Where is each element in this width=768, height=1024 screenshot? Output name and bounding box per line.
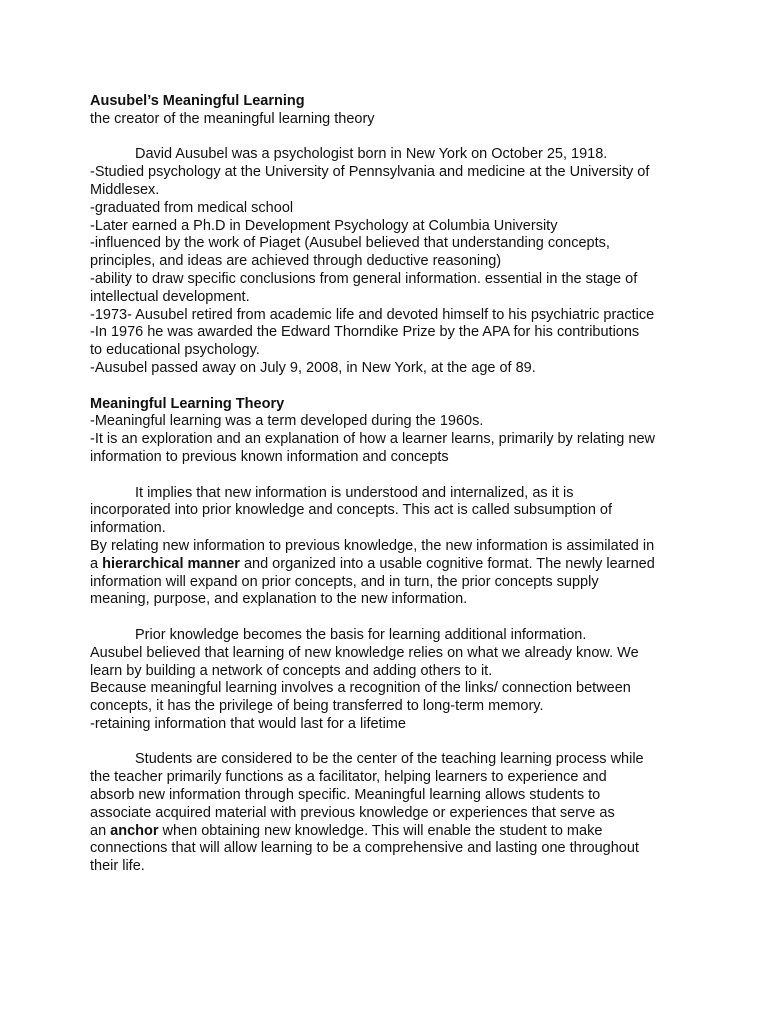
bio-line: -influenced by the work of Piaget (Ausubel believed that understanding concepts,: [90, 235, 610, 252]
text-run: an: [90, 822, 111, 839]
paragraph-line: absorb new information through specific. Meaningful learning allows students to: [90, 787, 601, 804]
paragraph-line: It implies that new information is understood and internalized, as it is: [135, 484, 574, 501]
paragraph-line: learn by building a network of concepts and adding others to it.: [90, 662, 493, 679]
bio-line: to educational psychology.: [90, 342, 260, 359]
paragraph-line: [90, 823, 690, 841]
spacer: [90, 129, 690, 147]
bio-line: intellectual development.: [90, 288, 250, 305]
paragraph-line: their life.: [90, 858, 145, 875]
bio-line: -graduated from medical school: [90, 199, 294, 216]
paragraph-line: [90, 556, 690, 574]
paragraph-line: information.: [90, 520, 166, 537]
bio-intro: David Ausubel was a psychologist born in New York on October 25, 1918.: [135, 146, 608, 163]
text-run: when obtaining new knowledge. This will enable the student to make: [158, 822, 603, 839]
biography-section: [90, 146, 690, 377]
spacer: [90, 734, 690, 752]
section-heading: Meaningful Learning Theory: [90, 395, 285, 412]
spacer: [90, 467, 690, 485]
text-run: a: [90, 555, 103, 572]
theory-line: -Meaningful learning was a term developed during the 1960s.: [90, 413, 484, 430]
document-subtitle: the creator of the meaningful learning theory: [90, 110, 375, 127]
paragraph-line: the teacher primarily functions as a facilitator, helping learners to experience and: [90, 769, 607, 786]
paragraph-line: concepts, it has the privilege of being transferred to long-term memory.: [90, 698, 544, 715]
bio-line: principles, and ideas are achieved through deductive reasoning): [90, 253, 502, 270]
bio-line: -In 1976 he was awarded the Edward Thorndike Prize by the APA for his contributions: [90, 324, 640, 341]
bio-line: -1973- Ausubel retired from academic life and devoted himself to his psychiatric practice: [90, 306, 655, 323]
document-title: Ausubel’s Meaningful Learning: [90, 93, 305, 109]
paragraph-line: Prior knowledge becomes the basis for learning additional information.: [135, 626, 587, 643]
paragraph-students: [90, 751, 690, 876]
paragraph-line: By relating new information to previous knowledge, the new information is assimilated in: [90, 537, 655, 554]
paragraph-line: associate acquired material with previous knowledge or experiences that serve as: [90, 804, 615, 821]
spacer: [90, 378, 690, 396]
paragraph-line: meaning, purpose, and explanation to the new information.: [90, 591, 468, 608]
spacer: [90, 609, 690, 627]
theory-line: information to previous known information and concepts: [90, 448, 449, 465]
bio-line: -ability to draw specific conclusions from general information. essential in the stage of: [90, 270, 638, 287]
document-page: [90, 93, 690, 876]
theory-section: [90, 396, 690, 467]
paragraph-line: connections that will allow learning to be a comprehensive and lasting one throughout: [90, 840, 639, 857]
paragraph-prior-knowledge: [90, 627, 690, 734]
paragraph-subsumption: [90, 485, 690, 610]
bio-line: -Studied psychology at the University of Pennsylvania and medicine at the University of: [90, 164, 650, 181]
paragraph-line: Students are considered to be the center of the teaching learning process while: [135, 751, 644, 768]
bold-term-hierarchical-manner: hierarchical manner: [102, 555, 240, 572]
paragraph-line: Ausubel believed that learning of new knowledge relies on what we already know. We: [90, 644, 639, 661]
theory-line: -It is an exploration and an explanation of how a learner learns, primarily by relating new: [90, 431, 656, 448]
paragraph-line: information will expand on prior concepts, and in turn, the prior concepts supply: [90, 573, 599, 590]
paragraph-line: incorporated into prior knowledge and concepts. This act is called subsumption of: [90, 502, 613, 519]
bio-line: -Later earned a Ph.D in Development Psychology at Columbia University: [90, 217, 558, 234]
paragraph-line: -retaining information that would last for a lifetime: [90, 715, 406, 732]
paragraph-line: Because meaningful learning involves a recognition of the links/ connection between: [90, 680, 631, 697]
bio-line: -Ausubel passed away on July 9, 2008, in New York, at the age of 89.: [90, 359, 536, 376]
bold-term-anchor: anchor: [110, 822, 159, 839]
bio-line: Middlesex.: [90, 181, 160, 198]
text-run: and organized into a usable cognitive format. The newly learned: [239, 555, 655, 572]
